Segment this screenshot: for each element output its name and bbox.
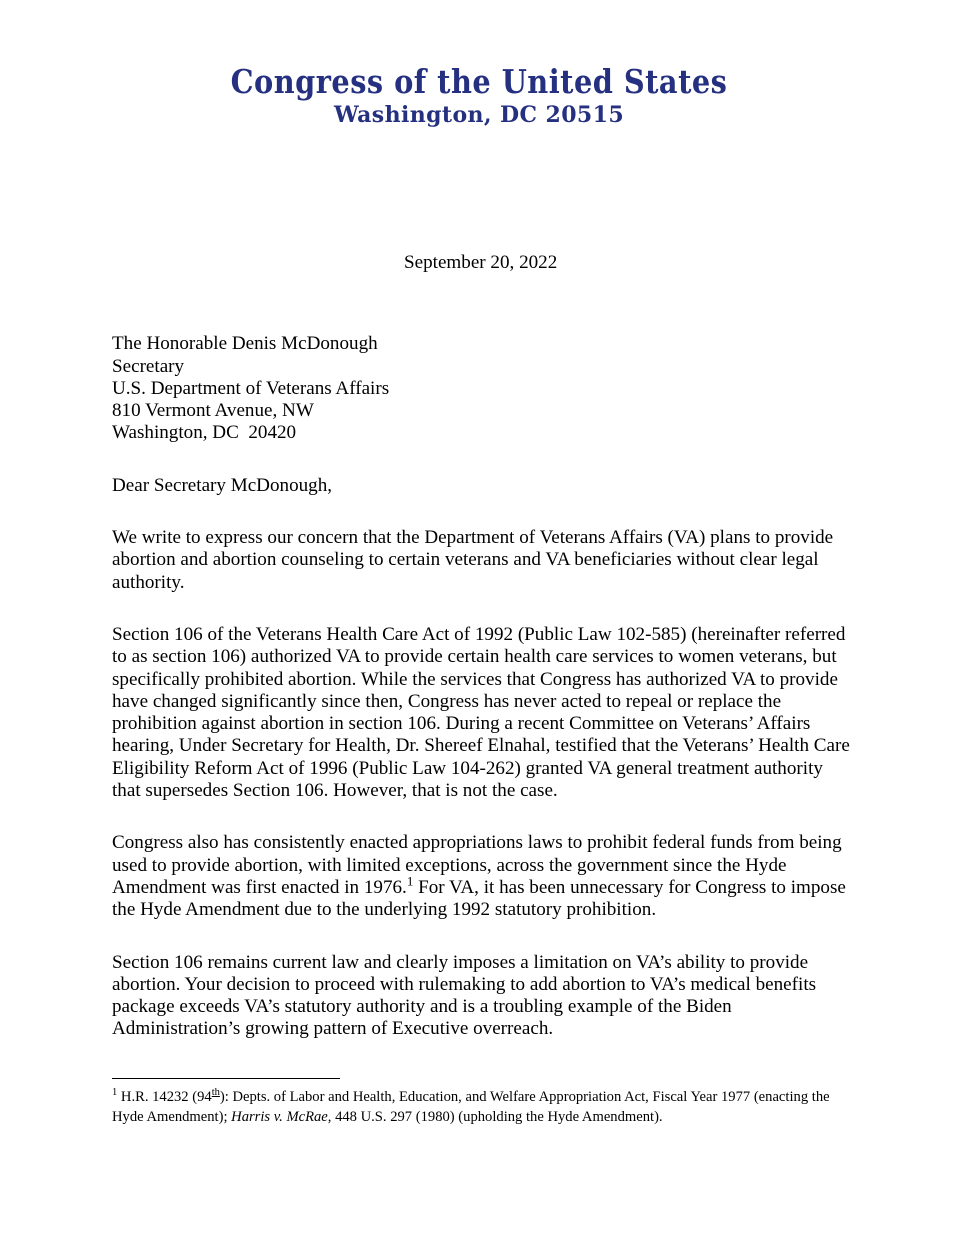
footnote-area bbox=[112, 1078, 850, 1127]
footnote-segment-2: ): Depts. of Labor and Health, Education, and Welfare Appropriation Act, Fiscal Year 1977 (enacting the Hyde Amendment); bbox=[112, 1089, 830, 1125]
paragraph-text-before-footnote-ref: Congress also has consistently enacted appropriations laws to prohibit federal funds from being used to provide abortion, with limited exceptions, across the government since the Hyde Amendment was first enacted in 1976. bbox=[112, 832, 842, 898]
footnote-ordinal-suffix: th bbox=[211, 1087, 220, 1099]
footnote-1 bbox=[112, 1088, 850, 1127]
letterhead bbox=[0, 64, 958, 129]
body-paragraph-4: Section 106 remains current law and clearly imposes a limitation on VA’s ability to provide abortion. Your decision to proceed with rulemaking to add abortion to VA’s medical benefits package exceeds VA’s statutory authority and is a troubling example of the Biden Administration’s growing pattern of Executive overreach. bbox=[112, 951, 817, 1040]
salutation: Dear Secretary McDonough, bbox=[112, 474, 333, 496]
recipient-line: U.S. Department of Veterans Affairs bbox=[112, 377, 390, 399]
letterhead-title: Congress of the United States bbox=[230, 62, 728, 101]
paragraph-text-after-footnote-ref: For VA, it has been unnecessary for Congress to impose the Hyde Amendment due to the underlying 1992 statutory prohibition. bbox=[112, 876, 846, 921]
footnote-number: 1 bbox=[112, 1087, 118, 1099]
footnote-segment-3: , 448 U.S. 297 (1980) (upholding the Hyde Amendment). bbox=[327, 1108, 663, 1125]
recipient-address-block bbox=[112, 333, 850, 444]
footnote-case-name: Harris v. McRae bbox=[231, 1108, 328, 1125]
footnote-segment-1: H.R. 14232 (94 bbox=[117, 1089, 212, 1105]
recipient-line: Washington, DC 20420 bbox=[112, 422, 297, 444]
recipient-line: Secretary bbox=[112, 355, 185, 377]
body-paragraph-3 bbox=[112, 832, 850, 921]
footnote-reference-marker[interactable]: 1 bbox=[406, 873, 414, 889]
letterhead-subtitle: Washington, DC 20515 bbox=[333, 101, 625, 128]
footnote-separator-rule bbox=[112, 1078, 340, 1079]
letter-date: September 20, 2022 bbox=[404, 252, 558, 273]
recipient-line: 810 Vermont Avenue, NW bbox=[112, 400, 314, 422]
recipient-line: The Honorable Denis McDonough bbox=[112, 333, 378, 355]
body-paragraph-2: Section 106 of the Veterans Health Care Act of 1992 (Public Law 102-585) (hereinafter referred to as section 106) authorized VA to provide certain health care services to women veterans, but specifically prohibited abortion. While the services that Congress has authorized VA to provide have changed significantly since then, Congress has never acted to repeal or replace the prohibition against abortion in section 106. During a recent Committee on Veterans’ Affairs hearing, Under Secretary for Health, Dr. Shereef Elnahal, testified that the Veterans’ Health Care Eligibility Reform Act of 1996 (Public Law 104-262) granted VA general treatment authority that supersedes Section 106. However, that is not the case. bbox=[112, 623, 850, 802]
body-paragraph-1: We write to express our concern that the Department of Veterans Affairs (VA) plans to provide abortion and abortion counseling to certain veterans and VA beneficiaries without clear legal authority. bbox=[112, 527, 834, 593]
letter-body bbox=[112, 252, 850, 1041]
